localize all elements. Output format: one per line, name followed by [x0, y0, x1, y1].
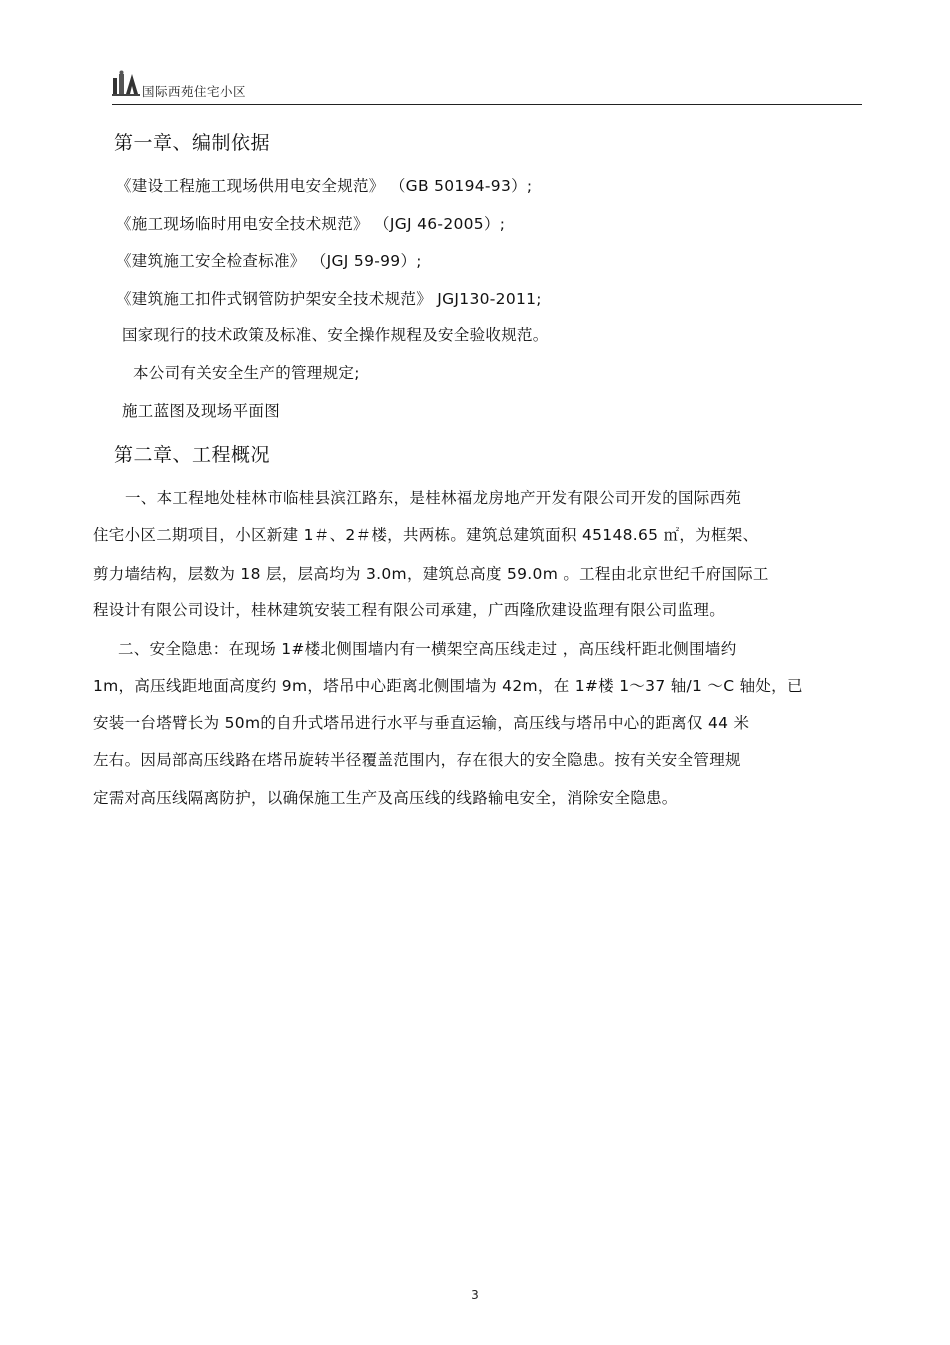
paragraph-line: 住宅小区二期项目，小区新建 1＃、2＃楼，共两栋。建筑总建筑面积 45148.65 ㎡，为框架、: [93, 526, 759, 544]
header-title: 国际西苑住宅小区: [142, 84, 247, 99]
paragraph-line: 安装一台塔臂长为 50m的自升式塔吊进行水平与垂直运输，高压线与塔吊中心的距离仅 44 米: [93, 714, 750, 732]
chapter-2-title: 第二章、工程概况: [114, 444, 271, 466]
paragraph-line: 定需对高压线隔离防护，以确保施工生产及高压线的线路输电安全，消除安全隐患。: [93, 789, 678, 807]
reference-item: 施工蓝图及现场平面图: [122, 402, 281, 420]
page-number: 3: [471, 1288, 479, 1302]
reference-item: 《施工现场临时用电安全技术规范》 （JGJ 46-2005）;: [116, 215, 506, 233]
paragraph-line: 左右。因局部高压线路在塔吊旋转半径覆盖范围内，存在很大的安全隐患。按有关安全管理规: [93, 751, 741, 769]
page-header: [112, 70, 862, 106]
reference-item: 《建筑施工安全检查标准》 （JGJ 59-99）;: [116, 252, 422, 270]
company-logo-icon: [112, 70, 142, 98]
reference-item: 国家现行的技术政策及标准、安全操作规程及安全验收规范。: [122, 326, 549, 344]
reference-item: 《建筑施工扣件式钢管防护架安全技术规范》 JGJ130-2011;: [116, 290, 542, 308]
header-divider: [112, 104, 862, 105]
paragraph-line: 剪力墙结构，层数为 18 层，层高均为 3.0m，建筑总高度 59.0m 。工程由北京世纪千府国际工: [93, 565, 769, 583]
paragraph-line: 二、安全隐患：在现场 1#楼北侧围墙内有一横架空高压线走过 ，高压线杆距北侧围墙约: [118, 640, 737, 658]
reference-item: 本公司有关安全生产的管理规定;: [133, 364, 360, 382]
reference-item: 《建设工程施工现场供用电安全规范》 （GB 50194-93）;: [116, 177, 533, 195]
paragraph-line: 一、本工程地处桂林市临桂县滨江路东，是桂林福龙房地产开发有限公司开发的国际西苑: [125, 489, 742, 507]
chapter-1-title: 第一章、编制依据: [114, 132, 271, 154]
paragraph-line: 1m，高压线距地面高度约 9m，塔吊中心距离北侧围墙为 42m，在 1#楼 1～37 轴/1 ～C 轴处，已: [93, 677, 803, 695]
paragraph-line: 程设计有限公司设计，桂林建筑安装工程有限公司承建，广西隆欣建设监理有限公司监理。: [93, 601, 726, 619]
